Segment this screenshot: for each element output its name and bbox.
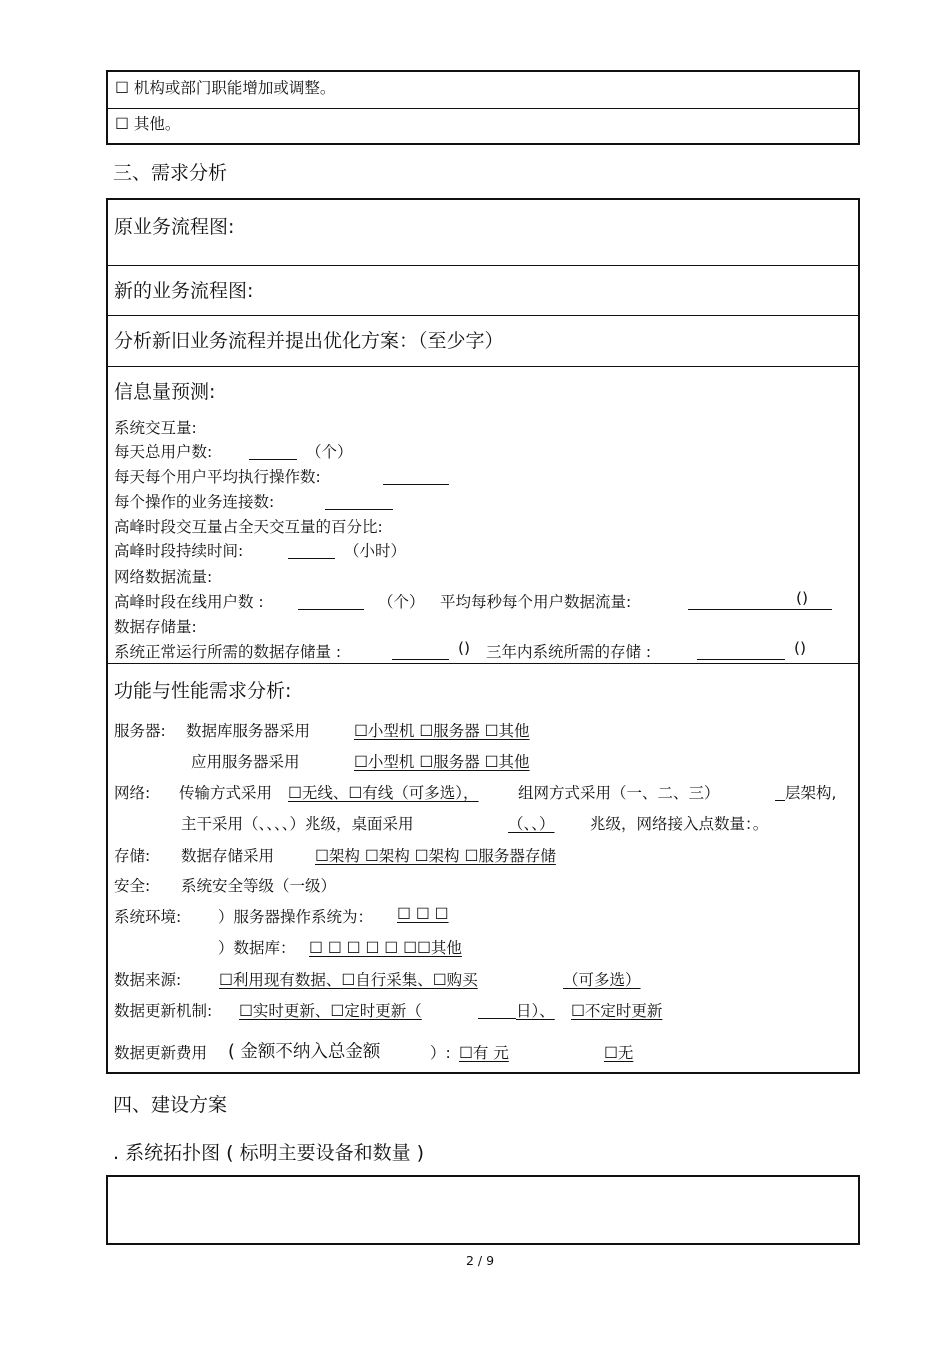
source-options[interactable]: ☐利用现有数据、☐自行采集、☐购买 [219,971,478,989]
storage-label: 数据存储量: [114,618,197,636]
storage-normal-unit: () [458,639,471,657]
daily-users-field[interactable] [249,445,297,460]
net-trans-label: 传输方式采用 [179,784,273,802]
fee-no-option[interactable]: ☐无 [604,1044,634,1062]
peak-online-unit: （个） [378,593,425,611]
info-row [108,366,858,664]
env-os-label: ）服务器操作系统为： [218,908,374,926]
update-label: 数据更新机制: [114,1002,213,1020]
daily-users-unit: （个） [306,443,353,461]
server-label: 服务器: [114,722,166,740]
storage-type-label: 存储: [114,847,151,865]
update-days-unit: 日）、 [516,1002,555,1020]
conn-per-op-field[interactable] [325,495,393,510]
peak-duration-label: 高峰时段持续时间: [114,542,244,560]
net-group-label: 组网方式采用（一、二、三） [518,784,720,802]
topology-subheading: . 系统拓扑图 ( 标明主要设备和数量 ) [113,1142,425,1164]
storage-normal-field[interactable] [392,645,449,660]
topology-box[interactable] [106,1175,860,1245]
orig-flow-row [108,200,858,265]
net-desk-field[interactable]: （、、） [508,815,555,833]
avg-flow-unit: () [796,589,809,607]
fee-note: ( 金额不纳入总金额 [228,1042,381,1062]
source-multi-note: （可多选） [563,971,641,989]
security-text: 系统安全等级（一级） [181,877,337,895]
env-label: 系统环境: [114,908,182,926]
storage-3yr-label: 三年内系统所需的存储 : [486,643,652,661]
peak-percent-label: 高峰时段交互量占全天交互量的百分比: [114,518,383,536]
orig-flow-label: 原业务流程图: [114,216,235,238]
page-number: 2 / 9 [466,1253,495,1268]
avg-flow-label: 平均每秒每个用户数据流量: [440,593,632,611]
ops-per-user-label: 每天每个用户平均执行操作数: [114,468,321,486]
peak-online-label: 高峰时段在线用户数 : [114,593,264,611]
interaction-label: 系统交互量: [114,419,197,437]
peak-duration-field[interactable] [288,544,335,559]
new-flow-row [108,265,858,316]
storage-use-label: 数据存储采用 [181,847,275,865]
db-server-label: 数据库服务器采用 [186,722,311,740]
storage-3yr-unit: () [794,639,807,657]
net-layer-field[interactable] [775,786,785,801]
avg-flow-field[interactable] [688,595,832,610]
section-3-heading: 三、需求分析 [113,162,228,184]
storage-normal-label: 系统正常运行所需的数据存储量 : [114,643,342,661]
storage-3yr-field[interactable] [697,645,785,660]
db-server-options[interactable]: ☐小型机 ☐服务器 ☐其他 [354,722,530,740]
security-label: 安全: [114,877,151,895]
ops-per-user-field[interactable] [383,470,449,485]
app-server-label: 应用服务器采用 [191,753,300,771]
net-layer-label: 层架构, [785,784,837,802]
net-trunk-label: 主干采用（、、、、）兆级，桌面采用 [181,815,414,833]
peak-duration-unit: （小时） [344,542,407,560]
analysis-label: 分析新旧业务流程并提出优化方案：（至少字） [114,330,504,352]
new-flow-label: 新的业务流程图: [114,280,254,302]
top-table-row-2 [108,108,858,146]
env-os-options[interactable]: ☐ ☐ ☐ [397,905,449,923]
daily-users-label: 每天总用户数: [114,443,213,461]
env-db-label: ）数据库： [218,939,296,957]
peak-online-field[interactable] [298,595,364,610]
update-other-option[interactable]: ☐不定时更新 [571,1002,663,1020]
update-options[interactable]: ☐实时更新、☐定时更新（ [239,1002,422,1020]
conn-per-op-label: 每个操作的业务连接数: [114,493,275,511]
net-flow-label: 网络数据流量: [114,568,213,586]
source-label: 数据来源: [114,971,182,989]
option-other: ☐ 其他。 [115,115,181,133]
option-org-change: ☐ 机构或部门职能增加或调整。 [115,79,336,97]
info-title: 信息量预测: [114,381,216,403]
app-server-options[interactable]: ☐小型机 ☐服务器 ☐其他 [354,753,530,771]
section-4-heading: 四、建设方案 [113,1094,228,1116]
storage-options[interactable]: ☐架构 ☐架构 ☐架构 ☐服务器存储 [315,847,556,865]
requirements-table [106,198,860,1074]
top-table-row-1 [108,72,858,108]
fee-close: ）: [430,1044,451,1062]
fee-label: 数据更新费用 [114,1044,208,1062]
net-trans-options[interactable]: ☐无线、☐有线（可多选）， [288,784,479,802]
network-label: 网络: [114,784,151,802]
func-row [108,663,858,1075]
top-table [106,70,860,145]
update-days-field[interactable] [478,1004,516,1019]
func-title: 功能与性能需求分析: [114,680,292,702]
net-desk-tail: 兆级，网络接入点数量：。 [590,815,769,833]
analysis-row [108,315,858,367]
fee-yes-option[interactable]: ☐有 元 [459,1044,509,1062]
env-db-options[interactable]: ☐ ☐ ☐ ☐ ☐ ☐☐其他 [309,939,462,957]
